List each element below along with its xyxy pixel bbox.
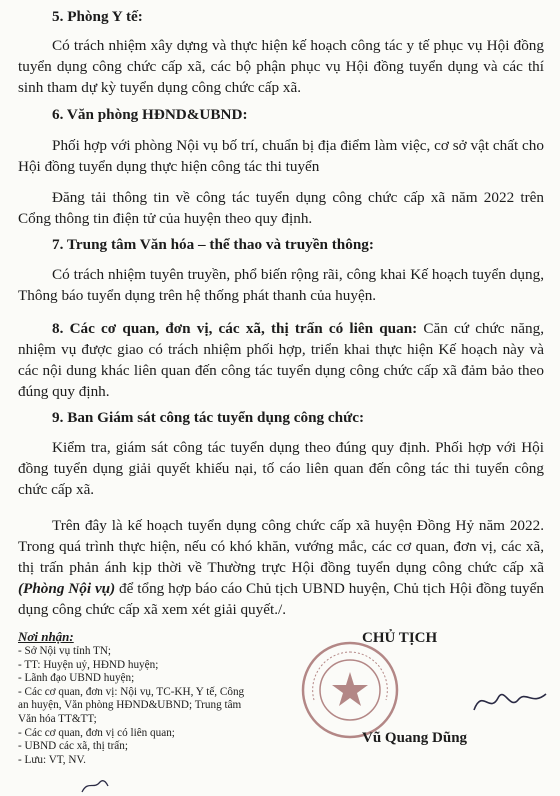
recipient-item: - Sở Nội vụ tỉnh TN; <box>18 645 112 657</box>
recipients-title: Nơi nhận: <box>18 629 74 644</box>
section-6-title: 6. Văn phòng HĐND&UBND: <box>52 106 248 123</box>
recipient-item: - Lãnh đạo UBND huyện; <box>18 672 135 685</box>
section-7-text: Có trách nhiệm tuyên truyền, phổ biến rộng rãi, công khai Kế hoạch tuyển dụng, Thông báo tuyển dụng trên hệ thống phát thanh của huyện. <box>18 266 544 304</box>
recipient-item: - Các cơ quan, đơn vị có liên quan; <box>18 726 175 739</box>
section-8-lead: 8. Các cơ quan, đơn vị, các xã, thị trấn có liên quan: <box>52 320 418 337</box>
closing-text-a: Trên đây là kế hoạch tuyển dụng công chức cấp xã huyện Đồng Hỷ năm 2022. Trong quá trình thực hiện, nếu có khó khăn, vướng mắc, các cơ quan, đơn vị, các xã, thị trấn phản ánh kịp thời về Thường trực Hội đồng tuyển dụng công chức cấp xã <box>18 517 544 576</box>
section-5-title: 5. Phòng Y tế: <box>52 8 143 25</box>
section-9-text: Kiểm tra, giám sát công tác tuyển dụng theo đúng quy định. Phối hợp với Hội đồng tuyển dụng giải quyết khiếu nại, tố cáo liên quan đến công tác thi tuyển công chức cấp xã. <box>18 439 544 498</box>
section-8-text: Căn cứ chức năng, nhiệm vụ được giao có trách nhiệm phối hợp, triển khai thực hiện Kế hoạch này và các nội dung khác liên quan đến công tác tuyển dụng công chức cấp xã đảm bảo theo đúng quy định. <box>18 320 544 400</box>
signer-role: CHỦ TỊCH <box>362 630 438 646</box>
closing-paragraph <box>18 515 544 620</box>
section-8-paragraph <box>18 318 544 402</box>
recipient-item: - TT: Huyện uỷ, HĐND huyện; <box>18 658 159 671</box>
closing-text-c: để tổng hợp báo cáo Chủ tịch UBND huyện, Chủ tịch Hội đồng tuyển dụng công chức cấp xã xem xét giải quyết./. <box>18 580 544 618</box>
handwritten-mark-icon <box>80 776 110 796</box>
section-7-title: 7. Trung tâm Văn hóa – thể thao và truyền thông: <box>52 236 374 253</box>
section-5-text: Có trách nhiệm xây dựng và thực hiện kế hoạch công tác y tế phục vụ Hội đồng tuyển dụng công chức cấp xã, các bộ phận phục vụ Hội đồng tuyển dụng và các thí sinh tham dự kỳ tuyển dụng công chức cấp xã. <box>18 37 544 96</box>
official-seal-icon <box>300 640 400 740</box>
recipient-item: - Các cơ quan, đơn vị: Nội vụ, TC-KH, Y tế, Công an huyện, Văn phòng HĐND&UBND; Trung tâm Văn hóa TT&TT; <box>18 685 245 725</box>
recipients-block <box>18 628 248 767</box>
section-6-text-2: Đăng tải thông tin về công tác tuyển dụng công chức cấp xã năm 2022 trên Cổng thông tin điện tử của huyện theo quy định. <box>18 189 544 227</box>
section-9-title: 9. Ban Giám sát công tác tuyển dụng công chức: <box>52 409 365 426</box>
recipient-item: - Lưu: VT, NV. <box>18 753 86 766</box>
signer-name: Vũ Quang Dũng <box>362 730 468 746</box>
handwritten-signature-icon <box>470 680 550 720</box>
closing-text-b: (Phòng Nội vụ) <box>18 580 116 597</box>
recipient-item: - UBND các xã, thị trấn; <box>18 740 128 753</box>
section-6-text-1: Phối hợp với phòng Nội vụ bố trí, chuẩn bị địa điểm làm việc, cơ sở vật chất cho Hội đồng tuyển dụng thực hiện công tác thi tuyển <box>18 137 544 175</box>
